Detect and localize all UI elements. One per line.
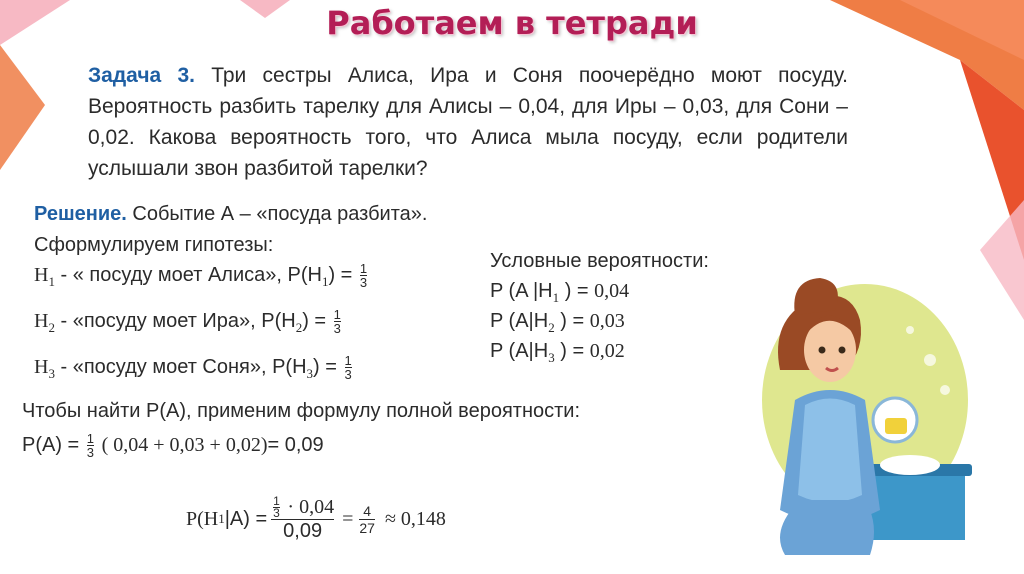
task-label: Задача 3. xyxy=(88,64,195,87)
event-text: Событие А – «посуда разбита». xyxy=(132,203,428,225)
solution-label: Решение. xyxy=(34,203,127,225)
hypothesis-2: $H_2$ - «посуду моет Ира», $P(H_2)$ = $\frac{1}{3}$ xyxy=(34,307,341,336)
corner-orange-left xyxy=(0,45,45,170)
fraction-1-3: $\frac{1}{3}$ xyxy=(333,307,341,336)
total-probability-intro: Чтобы найти P(A), применим формулу полной вероятности: xyxy=(22,400,580,422)
task-paragraph xyxy=(88,60,848,184)
fraction-1-3: $\frac{1}{3}$ xyxy=(86,431,95,460)
solution-line xyxy=(34,203,427,226)
conditional-title: Условные вероятности: xyxy=(490,250,709,272)
conditional-3: P ($A|H_3$ ) = 0,02 xyxy=(490,340,625,365)
fraction-1-3: $\frac{1}{3}$ xyxy=(344,353,352,382)
corner-pink-right xyxy=(980,200,1024,320)
fraction-1-3: $\frac{1}{3}$ xyxy=(359,261,368,290)
task-text: Три сестры Алиса, Ира и Соня поочерёдно моют посуду. Вероятность разбить тарелку для Алисы – 0,04, для Иры – 0,03, для Сони – 0,02. Какова вероятность того, что Алиса мыла посуду, если родители услышали звон разбитой тарелки? xyxy=(88,64,849,180)
hypothesis-1: $H_1$ - « посуду моет Алиса», $P(H_1)$ = $\frac{1}{3}$ xyxy=(34,261,368,290)
hypothesis-3: $H_3$ - «посуду моет Соня», $P(H_3)$ = $\frac{1}{3}$ xyxy=(34,353,352,382)
bayes-formula: P(H 1 |A) = $\frac{1}{3}$ · 0,04 0,09 = $\frac{4}{27}$ ≈ 0,148 xyxy=(186,494,446,543)
bayes-main-fraction: $\frac{1}{3}$ · 0,04 0,09 xyxy=(273,494,335,543)
conditional-2: P ($A|H_2$ ) = 0,03 xyxy=(490,310,625,335)
page-title: Работаем в тетради xyxy=(326,4,698,42)
girl-washing-dishes-illustration xyxy=(750,260,980,560)
conditional-1: P (A $|H_1$ ) = 0,04 xyxy=(490,280,630,305)
fraction-4-27: $\frac{4}{27}$ xyxy=(359,502,375,536)
hypotheses-intro: Сформулируем гипотезы: xyxy=(34,234,274,256)
total-probability-formula: P(A) = $\frac{1}{3}$ ( 0,04 + 0,03 + 0,02)= 0,09 xyxy=(22,431,324,460)
